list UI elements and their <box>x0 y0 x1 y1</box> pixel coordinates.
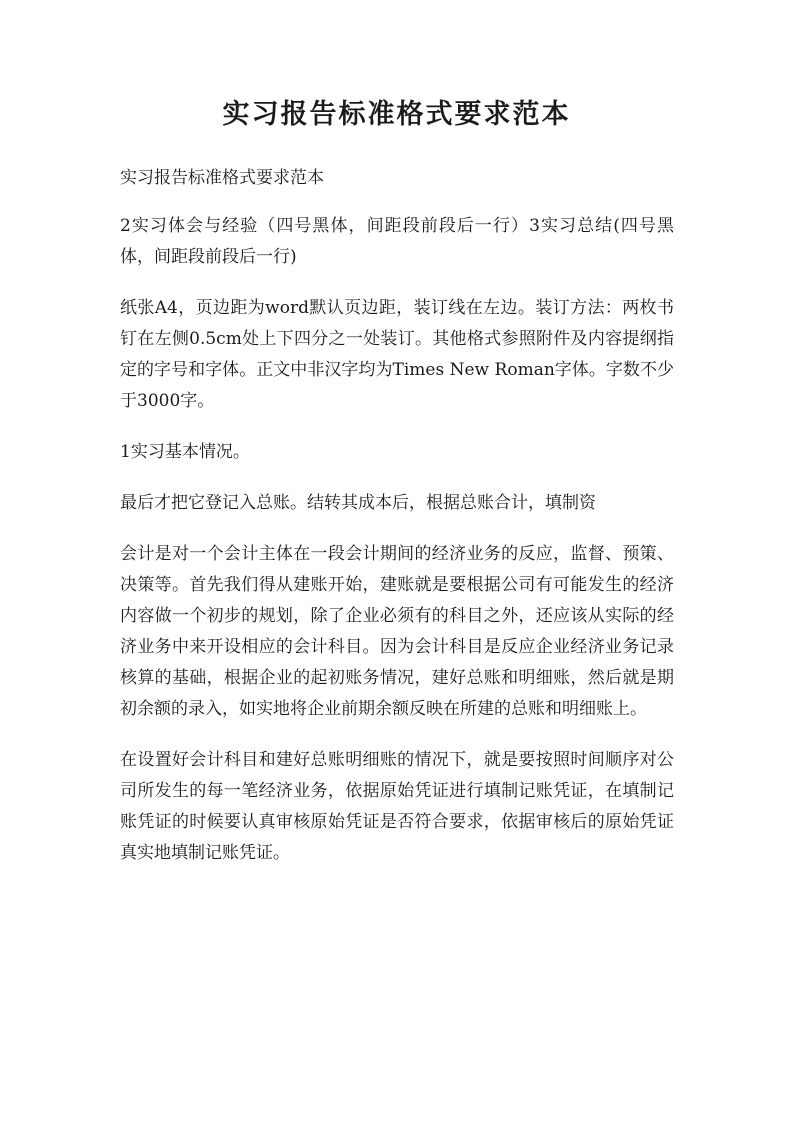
paragraph-ledger: 最后才把它登记入总账。结转其成本后，根据总账合计，填制资 <box>120 493 596 513</box>
paragraph-subtitle: 实习报告标准格式要求范本 <box>120 168 324 188</box>
paragraph-paper-format: 纸张A4，页边距为word默认页边距，装订线在左边。装订方法：两枚书钉在左侧0.5cm处上下四分之一处装订。其他格式参照附件及内容提纲指定的字号和字体。正文中非汉字均为Times New Roman字体。字数不少于3000字。 <box>120 298 674 411</box>
document-title: 实习报告标准格式要求范本 <box>222 99 571 130</box>
paragraph-section-2-3: 2实习体会与经验（四号黑体，间距段前段后一行）3实习总结(四号黑体，间距段前段后一行) <box>120 216 674 267</box>
paragraph-accounting-intro: 会计是对一个会计主体在一段会计期间的经济业务的反应，监督、预策、决策等。首先我们得从建账开始，建账就是要根据公司有可能发生的经济内容做一个初步的规划，除了企业必须有的科目之外，还应该从实际的经济业务中来开设相应的会计科目。因为会计科目是反应企业经济业务记录核算的基础，根据企业的起初账务情况，建好总账和明细账，然后就是期初余额的录入，如实地将企业前期余额反映在所建的总账和明细账上。 <box>120 544 674 719</box>
paragraph-vouchers: 在设置好会计科目和建好总账明细账的情况下，就是要按照时间顺序对公司所发生的每一笔经济业务，依据原始凭证进行填制记账凭证，在填制记账凭证的时候要认真审核原始凭证是否符合要求，依据审核后的原始凭证真实地填制记账凭证。 <box>120 750 674 863</box>
paragraph-section-1: 1实习基本情况。 <box>120 442 250 462</box>
document-body <box>120 163 674 889</box>
